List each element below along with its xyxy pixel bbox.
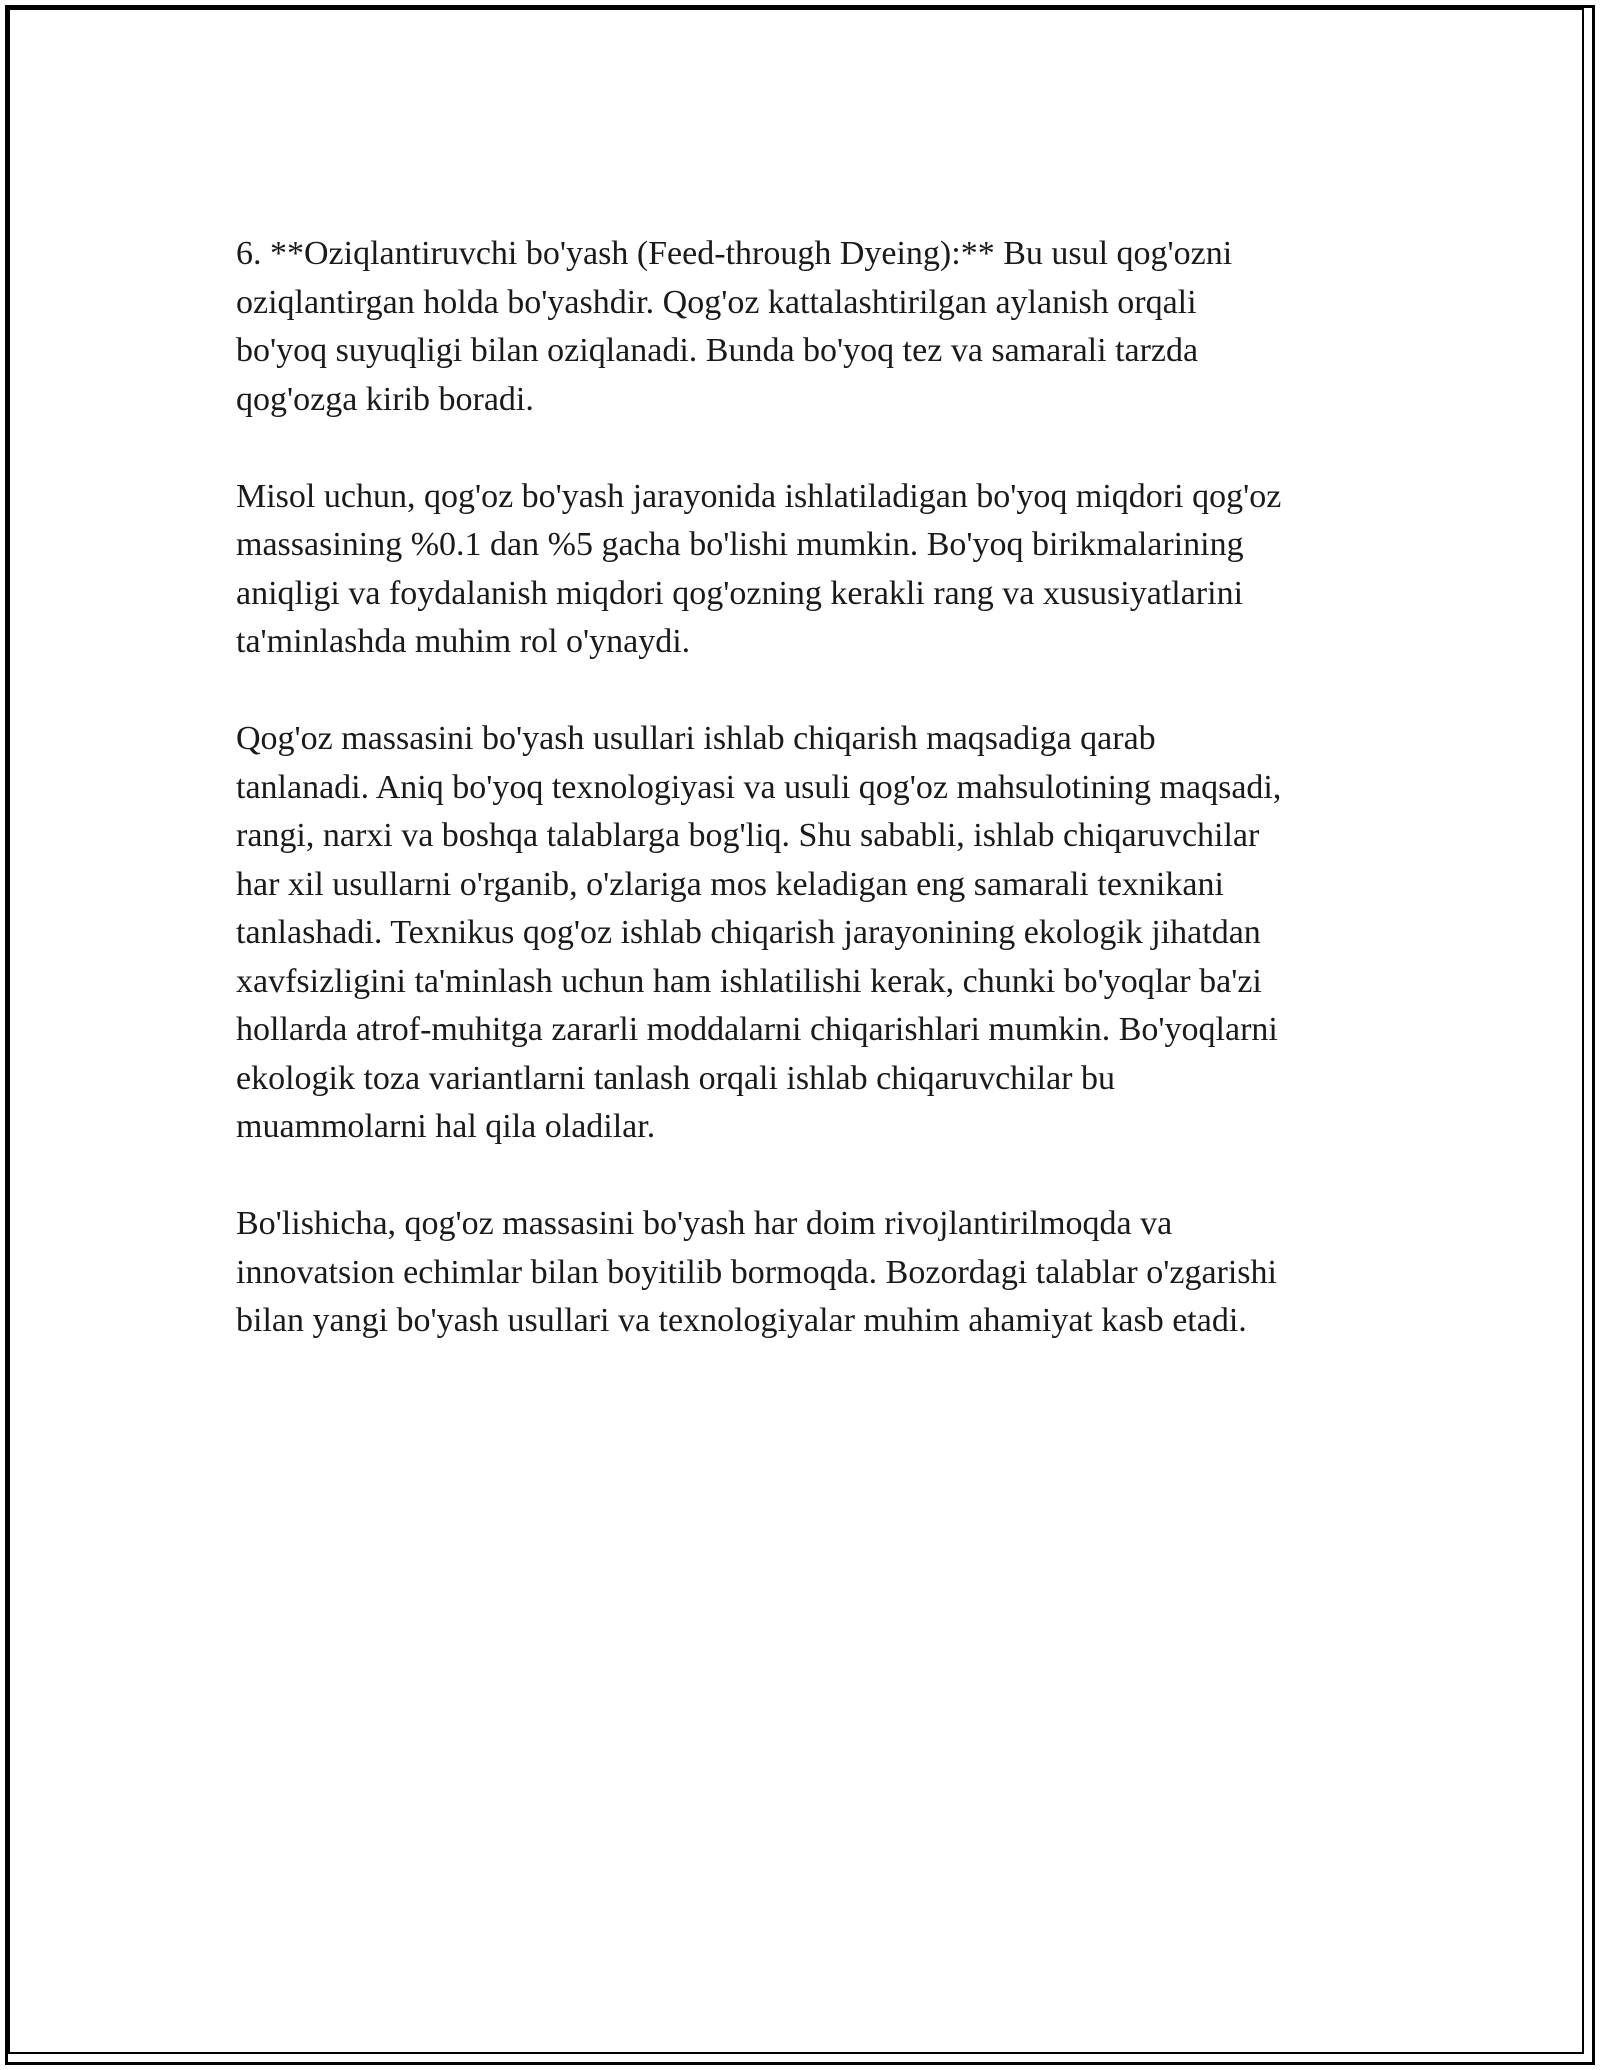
text-line: oziqlantirgan holda bo'yashdir. Qog'oz kattalashtirilgan aylanish orqali (236, 283, 1197, 321)
text-line: tanlanadi. Aniq bo'yoq texnologiyasi va usuli qog'oz mahsulotining maqsadi, (236, 768, 1282, 806)
paragraph-conclusion (236, 1200, 1376, 1346)
text-line: aniqligi va foydalanish miqdori qog'ozning kerakli rang va xususiyatlarini (236, 574, 1244, 612)
text-line: massasining %0.1 dan %5 gacha bo'lishi mumkin. Bo'yoq birikmalarining (236, 526, 1244, 563)
text-line: innovatsion echimlar bilan boyitilib bormoqda. Bozordagi talablar o'zgarishi (236, 1253, 1277, 1291)
text-line: xavfsizligini ta'minlash uchun ham ishlatilishi kerak, chunki bo'yoqlar ba'zi (236, 962, 1262, 1000)
text-line: har xil usullarni o'rganib, o'zlariga mos keladigan eng samarali texnikani (236, 865, 1224, 903)
text-line: Misol uchun, qog'oz bo'yash jarayonida ishlatiladigan bo'yoq miqdori qog'oz (236, 477, 1282, 515)
text-line: tanlashadi. Texnikus qog'oz ishlab chiqarish jarayonining ekologik jihatdan (236, 914, 1261, 951)
paragraph-example (236, 473, 1376, 667)
text-line: Qog'oz massasini bo'yash usullari ishlab chiqarish maqsadiga qarab (236, 720, 1156, 757)
text-line: qog'ozga kirib boradi. (236, 380, 534, 418)
text-line: rangi, narxi va boshqa talablarga bog'liq. Shu sababli, ishlab chiqaruvchilar (236, 817, 1260, 854)
text-line: Bo'lishicha, qog'oz massasini bo'yash har doim rivojlantirilmoqda va (236, 1205, 1173, 1242)
text-line: hollarda atrof-muhitga zararli moddalarni chiqarishlari mumkin. Bo'yoqlarni (236, 1011, 1278, 1048)
text-line: ekologik toza variantlarni tanlash orqali ishlab chiqaruvchilar bu (236, 1059, 1115, 1097)
document-body (236, 230, 1376, 1394)
text-line: ta'minlashda muhim rol o'ynaydi. (236, 623, 691, 660)
text-line: bo'yoq suyuqligi bilan oziqlanadi. Bunda bo'yoq tez va samarali tarzda (236, 332, 1199, 369)
text-line: 6. **Oziqlantiruvchi bo'yash (Feed-through Dyeing):** Bu usul qog'ozni (236, 235, 1233, 272)
paragraph-methods-selection (236, 715, 1376, 1152)
paragraph-feed-through-dyeing (236, 230, 1376, 424)
text-line: bilan yangi bo'yash usullari va texnologiyalar muhim ahamiyat kasb etadi. (236, 1302, 1247, 1339)
text-line: muammolarni hal qila oladilar. (236, 1108, 656, 1145)
